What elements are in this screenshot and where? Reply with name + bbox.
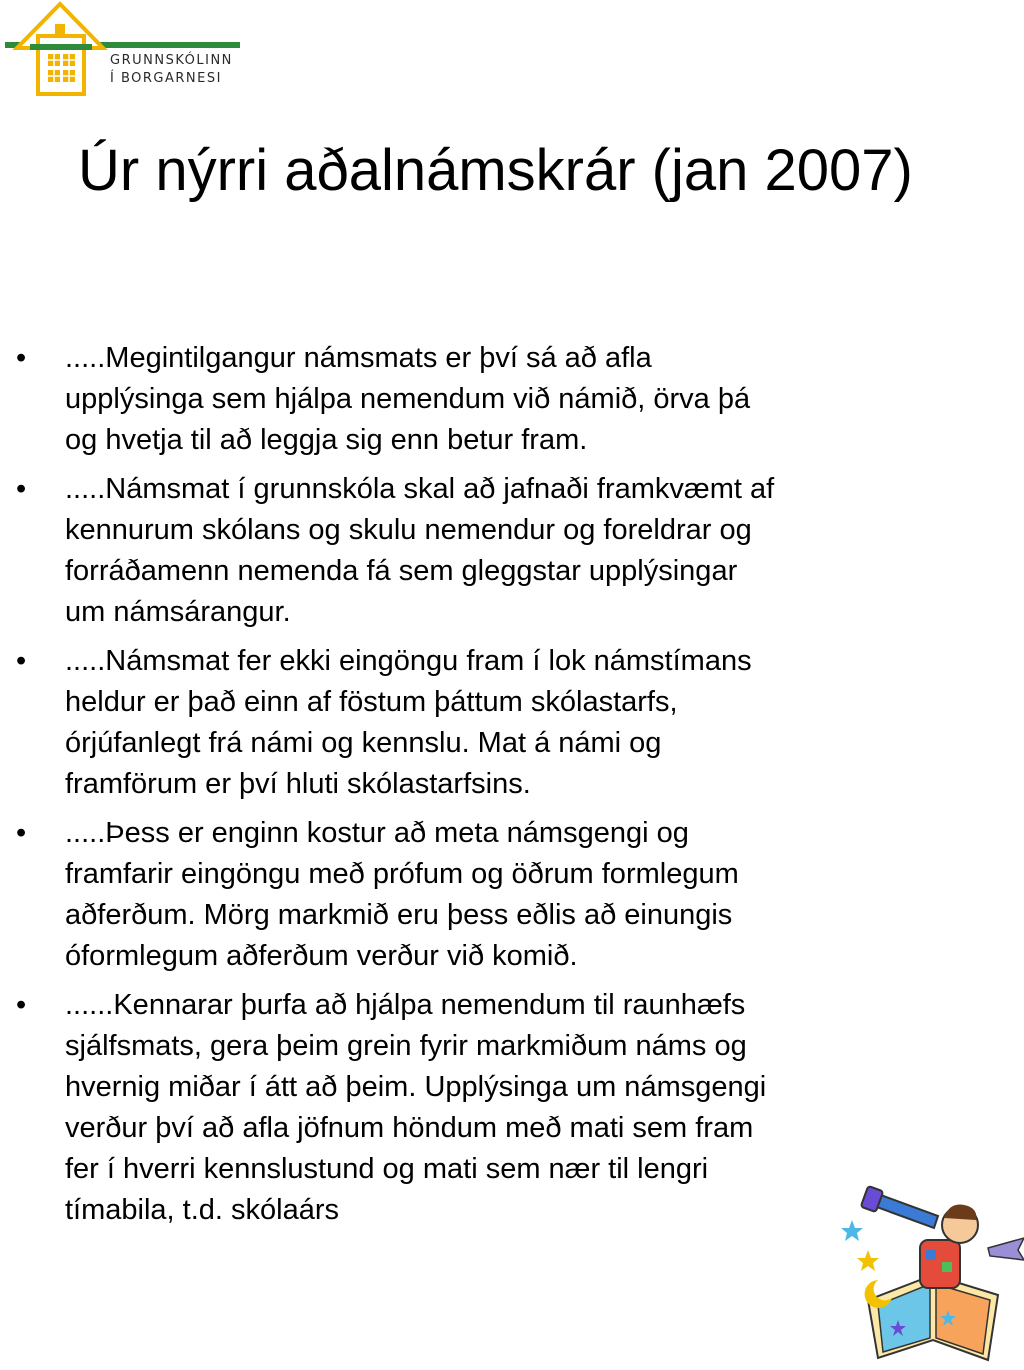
bullet-line: framförum er því hluti skólastarfsins.: [65, 768, 531, 800]
bullet-line: verður því að afla jöfnum höndum með mati sem fram: [65, 1112, 754, 1144]
school-logo: [0, 0, 250, 100]
bullet-item: [0, 813, 905, 977]
child-reading-telescope-icon: [838, 1180, 1024, 1365]
bullet-line: um námsárangur.: [65, 596, 291, 628]
slide-title: Úr nýrri aðalnámskrár (jan 2007): [78, 138, 913, 203]
bullet-line: tímabila, t.d. skólaárs: [65, 1194, 339, 1226]
bullet-line: forráðamenn nemenda fá sem gleggstar upplýsingar: [65, 555, 738, 587]
logo-text: [110, 52, 233, 88]
bullet-line: upplýsinga sem hjálpa nemendum við námið, örva þá: [65, 383, 751, 415]
bullet-dot: •: [16, 989, 27, 1021]
bullet-line: aðferðum. Mörg markmið eru þess eðlis að einungis: [65, 899, 733, 931]
bullet-line: óformlegum aðferðum verður við komið.: [65, 940, 578, 972]
bullet-line: sjálfsmats, gera þeim grein fyrir markmiðum náms og: [65, 1030, 747, 1062]
bullet-line: hvernig miðar í átt að þeim. Upplýsinga um námsgengi: [65, 1071, 767, 1103]
bullet-line: ......Kennarar þurfa að hjálpa nemendum til raunhæfs: [65, 989, 746, 1021]
bullet-line: .....Megintilgangur námsmats er því sá að afla: [65, 342, 652, 374]
bullet-line: .....Námsmat í grunnskóla skal að jafnaði framkvæmt af: [65, 473, 775, 505]
bullet-item: [0, 641, 905, 805]
bullet-line: framfarir eingöngu með prófum og öðrum formlegum: [65, 858, 739, 890]
bullet-line: .....Námsmat fer ekki eingöngu fram í lok námstímans: [65, 645, 752, 677]
bullet-item: [0, 985, 905, 1231]
bullet-list: [0, 338, 1024, 1239]
bullet-line: og hvetja til að leggja sig enn betur fram.: [65, 424, 588, 456]
bullet-item: [0, 469, 905, 633]
bullet-dot: •: [16, 645, 27, 677]
bullet-line: heldur er það einn af föstum þáttum skólastarfs,: [65, 686, 678, 718]
bullet-dot: •: [16, 473, 27, 505]
bullet-line: .....Þess er enginn kostur að meta námsgengi og: [65, 817, 689, 849]
bullet-dot: •: [16, 342, 27, 374]
bullet-item: [0, 338, 905, 461]
logo-line-1: GRUNNSKÓLINN: [110, 53, 233, 68]
bullet-line: kennurum skólans og skulu nemendur og foreldrar og: [65, 514, 752, 546]
bullet-line: fer í hverri kennslustund og mati sem nær til lengri: [65, 1153, 709, 1185]
logo-line-2: Í BORGARNESI: [110, 71, 222, 86]
bullet-dot: •: [16, 817, 27, 849]
clipart-illustration: [838, 1180, 1024, 1365]
bullet-line: órjúfanlegt frá námi og kennslu. Mat á námi og: [65, 727, 662, 759]
